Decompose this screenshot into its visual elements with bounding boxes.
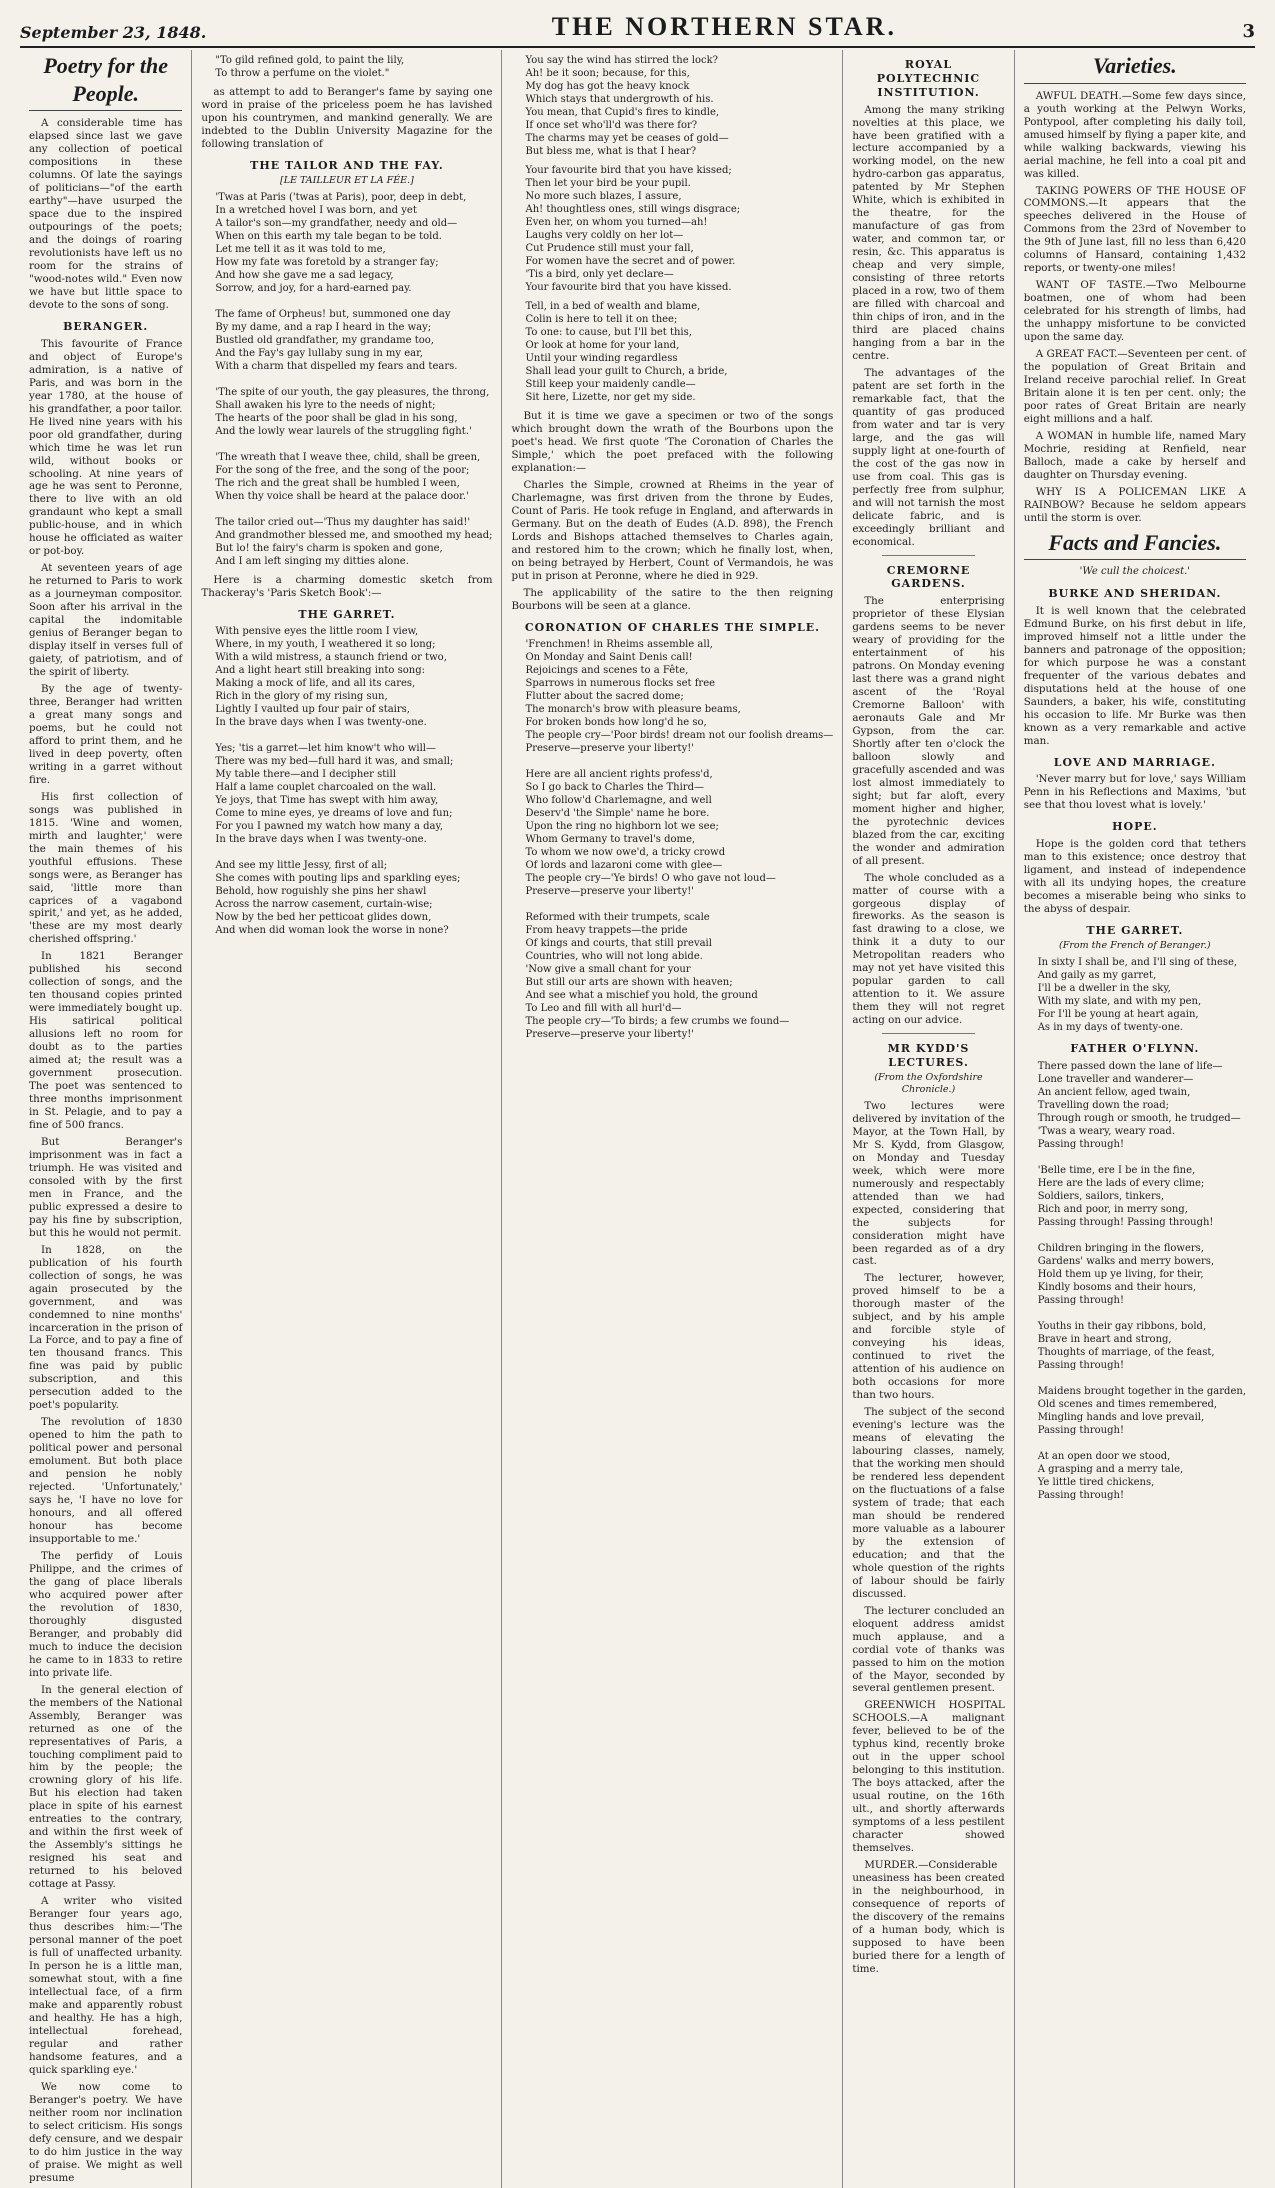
verse-line: Colin is here to tell it on thee; xyxy=(525,314,678,325)
verse-line xyxy=(215,295,492,308)
garret-heading: THE GARRET. xyxy=(298,607,396,621)
verse-line: Passing through! xyxy=(1037,1489,1124,1501)
verse-line: And the lowly wear laurels of the struggling fight.' xyxy=(215,425,472,437)
verse-line: By my dame, and a rap I heard in the way; xyxy=(215,321,432,333)
cremorne-paragraph: The whole concluded as a matter of course with a gorgeous display of fireworks. As the season is fast drawing to a close, we think it a duty to our Metropolitan readers who may not yet have visited this popular garden to call attention to it. We assure them they will not regret acting on our advice. xyxy=(852,871,1005,1027)
verse-line xyxy=(525,898,833,911)
burke-paragraph: It is well known that the celebrated Edmund Burke, on his first debut in life, improved himself not a little under the banners and patronage of the opposition; for which purpose he was a constant frequenter of the various debates and disputations held at the house of one Saunders, a baker, his wife, constituting his occasion to life. Mr Burke was then known as a very remarkable and active man. xyxy=(1023,604,1246,747)
murder-paragraph: MURDER.—Considerable uneasiness has been created in the neighbourhood, in consequence of reports of the discovery of the remains of a human body, which is supposed to have been buried there for a length of time. xyxy=(852,1859,1005,1975)
poetry-heading: Poetry for the People. xyxy=(29,52,182,111)
verse-line: Across the narrow casement, curtain-wise; xyxy=(215,899,433,911)
verse-line: With my slate, and with my pen, xyxy=(1037,995,1202,1007)
facts-motto: 'We cull the choicest.' xyxy=(1079,566,1191,578)
divider xyxy=(882,555,974,556)
verse-line: And I am left singing my ditties alone. xyxy=(215,555,409,567)
verse-block xyxy=(511,54,833,158)
beranger-paragraph: By the age of twenty-three, Beranger had written a great many songs and poems, but he could not afford to print them, and he lived in deep poverty, often writing in a garret without fire. xyxy=(29,683,183,786)
verse-line: Where, in my youth, I weathered it so long; xyxy=(215,639,436,651)
beranger-paragraph: We now come to Beranger's poetry. We have neither room nor inclination to select criticism. His songs defy censure, and we despair to do him justice in the way of praise. We might as well presume xyxy=(29,2080,183,2184)
verse-line: Lone traveller and wanderer— xyxy=(1037,1073,1194,1085)
verse-line: Passing through! xyxy=(1037,1424,1124,1436)
verse-line: Who follow'd Charlemagne, and well xyxy=(525,795,712,807)
verse-line: Children bringing in the flowers, xyxy=(1037,1242,1204,1254)
verse-line: But lo! the fairy's charm is spoken and gone, xyxy=(215,542,443,554)
verse-line: Kindly bosoms and their hours, xyxy=(1037,1281,1197,1293)
verse-line xyxy=(215,373,492,386)
verse-line: With a wild mistress, a staunch friend or two, xyxy=(215,652,447,664)
verse-line: Gardens' walks and merry bowers, xyxy=(1037,1255,1215,1267)
verse-line: Half a lame couplet charcoaled on the wall. xyxy=(215,782,437,794)
kydd-source: (From the Oxfordshire Chronicle.) xyxy=(874,1071,983,1095)
verse-line: Come to mine eyes, ye dreams of love and fun; xyxy=(215,808,453,820)
verse-line: And see what a mischief you hold, the ground xyxy=(525,990,758,1002)
verse-line: Then let your bird be your pupil. xyxy=(525,178,691,189)
column-4 xyxy=(842,50,1013,2188)
variety-item: WANT OF TASTE.—Two Melbourne boatmen, one of whom had been celebrated for his strength of limbs, had the unhappy misfortune to be convicted upon the same day. xyxy=(1023,279,1246,344)
varieties-heading: Varieties. xyxy=(1024,52,1246,84)
beranger-heading: BERANGER. xyxy=(63,319,149,333)
verse-line: Now by the bed her petticoat glides down, xyxy=(215,912,432,924)
verse-line xyxy=(1038,1151,1246,1164)
verse-line: Here are all ancient rights profess'd, xyxy=(525,769,713,781)
verse-line xyxy=(1038,1372,1246,1385)
kydd-paragraph: The lecturer concluded an eloquent address amidst much applause, and a cordial vote of thanks was passed to him on the motion of the Mayor, seconded by several gentlemen present. xyxy=(852,1604,1005,1695)
verse-line: Sit here, Lizette, nor get my side. xyxy=(525,392,696,403)
verse-line: Preserve—preserve your liberty!' xyxy=(525,886,694,898)
verse-line: The fame of Orpheus! but, summoned one day xyxy=(215,308,451,320)
verse-line: The monarch's brow with pleasure beams, xyxy=(525,704,741,716)
variety-item: WHY IS A POLICEMAN LIKE A RAINBOW? Because he seldom appears until the storm is over. xyxy=(1023,485,1246,524)
verse-line: 'The wreath that I weave thee, child, shall be green, xyxy=(215,451,481,463)
polytechnic-paragraph: Among the many striking novelties at this place, we have been gratified with a lecture accompanied by a working model, on the new hydro-carbon gas apparatus, patented by Mr Stephen White, which is exhibited in the theatre, for the manufacture of gas from water, and common tar, or resin, &c. This apparatus is cheap and very simple, consisting of three retorts placed in a row, two of them are filled with charcoal and thin chips of iron, and in the third are placed chains hanging from a bar in the centre. xyxy=(852,103,1005,362)
verse-line: And grandmother blessed me, and smoothed my head; xyxy=(215,529,493,541)
verse-block xyxy=(511,638,833,1041)
verse-line: Deserv'd 'the Simple' name he bore. xyxy=(525,808,710,820)
love-paragraph: 'Never marry but for love,' says William Penn in his Reflections and Maxims, 'but see that thou lovest what is lovely.' xyxy=(1023,773,1246,812)
verse-line xyxy=(215,729,492,742)
polytechnic-heading: ROYAL POLYTECHNIC INSTITUTION. xyxy=(876,58,981,99)
verse-line: She comes with pouting lips and sparkling eyes; xyxy=(215,873,461,885)
verse-line: Making a mock of life, and all its cares, xyxy=(215,678,416,690)
kydd-paragraph: The lecturer, however, proved himself to be a thorough master of the subject, and by his ample and forcible style of conveying his ideas, continued to rivet the attention of his audience on both occasions for more than two hours. xyxy=(852,1272,1005,1402)
verse-block xyxy=(201,625,492,937)
verse-line: In sixty I shall be, and I'll sing of these, xyxy=(1037,956,1238,968)
verse-line: If once set who'll'd was there for? xyxy=(525,120,698,131)
issue-date: September 23, 1848. xyxy=(20,23,207,42)
beranger-paragraph: In 1828, on the publication of his fourth collection of songs, he was again prosecuted by the government, and was condemned to nine months' incarceration in the prison of La Force, and to pay a fine of ten thousand francs. This fine was paid by public subscription, and this persecution added to the poet's popularity. xyxy=(29,1243,183,1412)
verse-line: You mean, that Cupid's fires to kindle, xyxy=(525,107,720,118)
kydd-paragraph: The subject of the second evening's lecture was the means of elevating the labouring classes, namely, that the working men should be rendered less dependent on the fluctuations of a false system of trade; that each man should be rendered more valuable as a labourer by the extension of education; and that the whole question of the rights of labour should be fairly discussed. xyxy=(852,1406,1005,1600)
variety-item: A GREAT FACT.—Seventeen per cent. of the population of Great Britain and Ireland receive parochial relief. In Great Britain alone it is ten per cent. only; the poor rates of Great Britain are nearly eight millions and a half. xyxy=(1023,348,1246,425)
verse-line: When thy voice shall be heard at the palace door.' xyxy=(215,490,469,502)
verse-line: An ancient fellow, aged twain, xyxy=(1037,1086,1191,1098)
beranger-paragraph: This favourite of France and object of Europe's admiration, is a native of Paris, and was born in the year 1780, at the house of his grandfather, a poor tailor. He lived nine years with his poor old grandfather, during which time he was let run wild, without books or schooling. At nine years of age he was sent to Peronne, there to live with an old grandaunt who kept a small public-house, and in which house he officiated as waiter or pot-boy. xyxy=(29,337,183,558)
page-number: 3 xyxy=(1242,21,1255,42)
column-3 xyxy=(501,50,842,2188)
verse-line: Whom Germany to travel's dome, xyxy=(525,834,696,846)
verse-line: Mingling hands and love prevail, xyxy=(1037,1411,1205,1423)
verse-line: The hearts of the poor shall be glad in his song, xyxy=(215,412,458,424)
translation-note: as attempt to add to Beranger's fame by saying one word in praise of the priceless poem he has lavished upon his countrymen, and mankind generally. We are indebted to the Dublin University Magazine for the following translation of xyxy=(201,86,493,150)
verse-line: Of lords and lazaroni come with glee— xyxy=(525,860,723,872)
verse-line: There passed down the lane of life— xyxy=(1037,1060,1223,1072)
greenwich-paragraph: GREENWICH HOSPITAL SCHOOLS.—A malignant fever, believed to be of the typhus kind, recently broke out in the upper school belonging to this institution. The boys attacked, after the usual routine, on the 16th ult., and shortly afterwards symptoms of a less pestilent character showed themselves. xyxy=(852,1699,1005,1855)
verse-block xyxy=(511,300,833,404)
verse-line xyxy=(215,846,492,859)
verse-line: Your favourite bird that you have kissed. xyxy=(525,282,732,293)
verse-line: How my fate was foretold by a stranger fay; xyxy=(215,256,439,268)
verse-line: Laughs very coldly on her lot— xyxy=(525,230,684,241)
verse-line: Which stays that undergrowth of his. xyxy=(525,94,714,105)
verse-line: Ye joys, that Time has swept with him away, xyxy=(215,795,439,807)
verse-line: My table there—and I decipher still xyxy=(215,769,396,781)
verse-line: I'll be a dweller in the sky, xyxy=(1037,982,1171,994)
verse-line: And how she gave me a sad legacy, xyxy=(215,269,394,281)
verse-line: To Leo and fill with all hurl'd— xyxy=(525,1003,682,1015)
verse-line xyxy=(1038,1229,1246,1242)
verse-line: Even her, on whom you turned—ah! xyxy=(525,217,708,228)
verse-line: In a wretched hovel I was born, and yet xyxy=(215,204,417,216)
verse-note: But it is time we gave a specimen or two of the songs which brought down the wrath of the Bourbons upon the poet's head. We first quote 'The Coronation of Charles the Simple,' which the poet prefaced with the following explanation:— xyxy=(511,410,834,474)
verse-line: Here are the lads of every clime; xyxy=(1037,1177,1205,1189)
verse-line: "To gild refined gold, to paint the lily, xyxy=(215,55,405,66)
verse-line xyxy=(1038,1437,1246,1450)
cremorne-paragraph: The enterprising proprietor of these Elysian gardens seems to be never weary of providing for the entertainment of his patrons. On Monday evening last there was a grand night ascent of the 'Royal Cremorne Balloon' with aeronauts Gale and Mr Gypson, from the car. Shortly after ten o'clock the balloon slowly and gracefully ascended and was lost almost immediately to sight; but far aloft, every moment higher and higher, the pyrotechnic devices blazed from the car, exciting the wonder and admiration of all present. xyxy=(852,595,1005,867)
column-2 xyxy=(191,50,501,2188)
verse-line xyxy=(525,755,833,768)
verse-line: For you I pawned my watch how many a day, xyxy=(215,821,444,833)
verse-line: Tell, in a bed of wealth and blame, xyxy=(525,301,701,312)
verse-line xyxy=(215,503,492,516)
verse-line: And the Fay's gay lullaby sung in my ear, xyxy=(215,347,423,359)
verse-line: Rich and poor, in merry song, xyxy=(1037,1203,1188,1215)
garret2-heading: THE GARRET. xyxy=(1086,923,1184,937)
verse-line: Thoughts of marriage, of the feast, xyxy=(1037,1346,1215,1358)
verse-line: In the brave days when I was twenty-one. xyxy=(215,834,427,846)
newspaper-title: THE NORTHERN STAR. xyxy=(551,12,897,41)
garret2-source: (From the French of Beranger.) xyxy=(1059,939,1211,951)
verse-line: For the song of the free, and the song of the poor; xyxy=(215,464,470,476)
verse-line: The rich and the great shall be humbled I ween, xyxy=(215,477,460,489)
father-heading: FATHER O'FLYNN. xyxy=(1070,1041,1200,1055)
verse-line: 'Now give a small chant for your xyxy=(525,964,691,976)
verse-line: Rich in the glory of my rising sun, xyxy=(215,691,388,703)
verse-block xyxy=(1024,1060,1246,1502)
verse-line: Sparrows in numerous flocks set free xyxy=(525,678,716,690)
verse-line xyxy=(215,438,492,451)
verse-block xyxy=(511,164,833,294)
verse-line: For women have the secret and of power. xyxy=(525,256,736,267)
verse-line: Let me tell it as it was told to me, xyxy=(215,243,386,255)
verse-line: Upon the ring no highborn lot we see; xyxy=(525,821,719,833)
cremorne-heading: CREMORNE GARDENS. xyxy=(886,563,971,591)
verse-line: Passing through! Passing through! xyxy=(1037,1216,1214,1228)
beranger-paragraph: The perfidy of Louis Philippe, and the crimes of the gang of place liberals who acquired power after the revolution of 1830, thoroughly disgusted Beranger, and probably did much to induce the decision he came to in 1833 to retire into private life. xyxy=(29,1549,183,1679)
hope-heading: HOPE. xyxy=(1112,820,1158,834)
beranger-paragraph: In the general election of the members of the National Assembly, Beranger was returned as one of the representatives of Paris, a touching compliment paid to him by the people; the crowning glory of his life. But his election had taken place in spite of his earnest entreaties to the contrary, and within the first week of the Assembly's sittings he resigned his seat and returned to his beloved cottage at Passy. xyxy=(29,1683,183,1891)
verse-line: For broken bonds how long'd he so, xyxy=(525,717,707,729)
variety-item: A WOMAN in humble life, named Mary Mochrie, residing at Renfield, near Balloch, made a cake by herself and daughter on Thursday evening. xyxy=(1023,429,1246,481)
variety-item: TAKING POWERS OF THE HOUSE OF COMMONS.—It appears that the speeches delivered in the House of Commons from the 23rd of November to the 9th of June last, fill no less than 6,420 columns of Hansard, containing 1,432 reports, or twenty-one miles! xyxy=(1023,184,1246,275)
verse-line: The people cry—'Ye birds! O who gave not loud— xyxy=(525,873,776,885)
verse-line: With pensive eyes the little room I view, xyxy=(215,626,419,638)
verse-line: Brave in heart and strong, xyxy=(1037,1333,1172,1345)
verse-line: But still our arts are shown with heaven; xyxy=(525,977,733,989)
verse-line: In the brave days when I was twenty-one. xyxy=(215,717,427,729)
verse-line: Passing through! xyxy=(1037,1138,1124,1150)
garret-intro: Here is a charming domestic sketch from Thackeray's 'Paris Sketch Book':— xyxy=(201,573,493,599)
verse-line: On Monday and Saint Denis call! xyxy=(525,652,693,664)
verse-line: Old scenes and times remembered, xyxy=(1037,1398,1218,1410)
poetry-intro: A considerable time has elapsed since last we gave any collection of poetical compositions in these columns. Of late the sayings of politicians—"of the earth earthy"—have usurped the space due to the inspired outpourings of the poets; and the doings of roaring revolutionists have left us no room for the strains of "wood-notes wild." Even now we have but little space to devote to the sons of song. xyxy=(29,117,183,311)
verse-line: Preserve—preserve your liberty!' xyxy=(525,743,694,755)
verse-line: Sorrow, and joy, for a hard-earned pay. xyxy=(215,282,412,294)
facts-fancies-heading: Facts and Fancies. xyxy=(1024,529,1246,561)
verse-line: 'Frenchmen! in Rheims assemble all, xyxy=(525,639,713,651)
verse-line: Youths in their gay ribbons, bold, xyxy=(1037,1320,1207,1332)
verse-line: Or look at home for your land, xyxy=(525,340,680,351)
beranger-paragraph: The revolution of 1830 opened to him the path to political power and personal emolument. But both place and pension he nobly rejected. 'Unfortunately,' says he, 'I have no love for honours, and all offered honour has become insupportable to me.' xyxy=(29,1416,183,1546)
verse-line: Of kings and courts, that still prevail xyxy=(525,938,712,950)
verse-line: Shall awaken his lyre to the needs of night; xyxy=(215,399,436,411)
verse-line: To one: to cause, but I'll bet this, xyxy=(525,327,692,338)
verse-line: Bustled old grandfather, my grandame too, xyxy=(215,334,434,346)
charles-paragraph: The applicability of the satire to the then reigning Bourbons will be seen at a glance. xyxy=(511,586,834,612)
beranger-paragraph: In 1821 Beranger published his second collection of songs, and the ten thousand copies printed were immediately bought up. His satirical political allusions left no room for doubt as to the parties aimed at; the result was a government prosecution. The poet was sentenced to three months imprisonment in St. Pelagie, and to pay a fine of 500 francs. xyxy=(29,950,183,1131)
verse-line: Hold them up ye living, for their, xyxy=(1037,1268,1204,1280)
hope-paragraph: Hope is the golden cord that tethers man to this existence; once destroy that ligament, and instead of independence with all its undying hopes, the creature becomes a miserable being who sinks to the abyss of despair. xyxy=(1023,838,1246,916)
verse-line: And gaily as my garret, xyxy=(1037,969,1157,981)
masthead xyxy=(20,8,1255,48)
kydd-paragraph: Two lectures were delivered by invitation of the Mayor, at the Town Hall, by Mr S. Kydd, from Glasgow, on Monday and Tuesday week, which were more numerously and respectably attended than we had expected, considering that the subjects for consideration might have been regarded as of a dry cast. xyxy=(852,1099,1005,1268)
verse-line: Flutter about the sacred dome; xyxy=(525,691,684,703)
variety-item: AWFUL DEATH.—Some few days since, a youth working at the Pelwyn Works, Pontypool, after completing his daily toil, amused himself by flying a paper kite, and while walking backwards, viewing his aerial machine, he fell into a coal pit and was killed. xyxy=(1023,89,1246,180)
verse-line xyxy=(1038,1307,1246,1320)
verse-line: Ye little tired chickens, xyxy=(1037,1476,1155,1488)
verse-line: For I'll be young at heart again, xyxy=(1037,1008,1199,1020)
verse-line: Passing through! xyxy=(1037,1359,1124,1371)
verse-line: A tailor's son—my grandfather, needy and old— xyxy=(215,217,458,229)
verse-line: From heavy trappets—the pride xyxy=(525,925,688,937)
verse-line: The people cry—'To birds; a few crumbs we found— xyxy=(525,1016,790,1028)
column-5 xyxy=(1014,50,1255,2188)
verse-line: And see my little Jessy, first of all; xyxy=(215,860,388,872)
burke-heading: BURKE AND SHERIDAN. xyxy=(1048,587,1222,601)
charles-note: Charles the Simple, crowned at Rheims in the year of Charlemagne, was first driven from the throne by Eudes, Count of Paris. He took refuge in England, and afterwards in Germany. But on the death of Eudes (A.D. 898), the French Lords and Bishops attached themselves to Charles again, and restored him to the crown; which he finally lost, when, on being betrayed by Herbert, Count of Vermandois, he was put in prison at Peronne, where he died in 929. xyxy=(511,478,834,582)
verse-line: 'Twas a weary, weary road. xyxy=(1037,1125,1176,1137)
verse-block xyxy=(1024,956,1246,1034)
verse-line: To whom we now owe'd, a tricky crowd xyxy=(525,847,726,859)
verse-line: Rejoicings and scenes to a Fête, xyxy=(525,665,689,677)
verse-line: Through rough or smooth, he trudged— xyxy=(1037,1112,1241,1124)
verse-line: The tailor cried out—'Thus my daughter has said!' xyxy=(215,516,471,528)
verse-line: At an open door we stood, xyxy=(1037,1450,1171,1462)
verse-line: Still keep your maidenly candle— xyxy=(525,379,696,390)
verse-line: And a light heart still breaking into song: xyxy=(215,665,425,677)
verse-block xyxy=(201,191,492,568)
beranger-paragraph: His first collection of songs was published in 1815. 'Wine and women, mirth and laughter,' were the main themes of his youthful effusions. These songs were, as Beranger has said, 'little more than caprices of a vagabond spirit,' and yet, as he added, 'these are my most dearly cherished offspring.' xyxy=(29,790,183,946)
verse-line: Lightly I vaulted up four pair of stairs, xyxy=(215,704,410,716)
beranger-paragraph: At seventeen years of age he returned to Paris to work as a journeyman compositor. Soon after his arrival in the capital the indomitable genius of Beranger began to display itself in verses full of gaiety, of patriotism, and of the spirit of liberty. xyxy=(29,562,183,679)
verse-line: The people cry—'Poor birds! dream not our foolish dreams— xyxy=(525,730,834,742)
beranger-paragraph: A writer who visited Beranger four years ago, thus describes him:—'The personal manner of the poet is full of unaffected urbanity. In person he is a little man, somewhat stout, with a fine intellectual face, of a firm make and apparently robust and healthy. He has a high, intellectual forehead, regular and rather handsome features, and a quick sparkling eye.' xyxy=(29,1895,183,2076)
verse-line: Soldiers, sailors, tinkers, xyxy=(1037,1190,1165,1202)
tailor-fay-heading: THE TAILOR AND THE FAY. xyxy=(250,158,444,172)
verse-line: To throw a perfume on the violet." xyxy=(215,68,390,79)
verse-line: Behold, how roguishly she pins her shawl xyxy=(215,886,427,898)
tailor-fay-subheading: [LE TAILLEUR ET LA FÉE.] xyxy=(280,174,414,186)
newspaper-columns xyxy=(20,50,1255,2184)
verse-line: You say the wind has stirred the lock? xyxy=(525,55,719,66)
verse-line: The charms may yet be ceases of gold— xyxy=(525,133,729,144)
polytechnic-paragraph: The advantages of the patent are set forth in the remarkable fact, that the quantity of gas produced from water and tar is very large, and the gas will supply light at one-fourth of the cost of the gas now in use from coal. This gas is perfectly free from sulphur, and will not tarnish the most delicate fabric, and is exceedingly brilliant and economical. xyxy=(852,366,1005,548)
verse-line: When on this earth my tale began to be told. xyxy=(215,230,442,242)
verse-line: But bless me, what is that I hear? xyxy=(525,146,697,157)
divider xyxy=(882,1033,974,1034)
verse-line: 'Twas at Paris ('twas at Paris), poor, deep in debt, xyxy=(215,191,467,203)
verse-line: 'Belle time, ere I be in the fine, xyxy=(1037,1164,1196,1176)
verse-line: Travelling down the road; xyxy=(1037,1099,1169,1111)
verse-line: My dog has got the heavy knock xyxy=(525,81,690,92)
coronation-heading: CORONATION OF CHARLES THE SIMPLE. xyxy=(524,620,820,634)
verse-line: 'Tis a bird, only yet declare— xyxy=(525,269,674,280)
verse-block xyxy=(201,54,492,80)
verse-line: Yes; 'tis a garret—let him know't who will— xyxy=(215,743,436,755)
love-heading: LOVE AND MARRIAGE. xyxy=(1053,755,1216,769)
verse-line: With a charm that dispelled my fears and tears. xyxy=(215,360,458,372)
verse-line: So I go back to Charles the Third— xyxy=(525,782,704,794)
verse-line: Reformed with their trumpets, scale xyxy=(525,912,710,924)
verse-line: And when did woman look the worse in none? xyxy=(215,925,449,937)
verse-line: No more such blazes, I assure, xyxy=(525,191,682,202)
verse-line: A grasping and a merry tale, xyxy=(1037,1463,1184,1475)
kydd-heading: MR KYDD'S LECTURES. xyxy=(887,1042,970,1070)
verse-line: There was my bed—full hard it was, and small; xyxy=(215,756,454,768)
verse-line: Countries, who will not long abide. xyxy=(525,951,703,963)
verse-line: Shall lead your guilt to Church, a bride, xyxy=(525,366,728,377)
verse-line: Ah! thoughtless ones, still wings disgrace; xyxy=(525,204,741,215)
verse-line: Cut Prudence still must your fall, xyxy=(525,243,694,254)
verse-line: As in my days of twenty-one. xyxy=(1037,1021,1184,1033)
beranger-paragraph: But Beranger's imprisonment was in fact a triumph. He was visited and consoled with by the first men in France, and the public expressed a desire to pay his fine by subscription, but this he would not permit. xyxy=(29,1135,183,1239)
verse-line: Passing through! xyxy=(1037,1294,1124,1306)
verse-line: Your favourite bird that you have kissed; xyxy=(525,165,732,176)
verse-line: Ah! be it soon; because, for this, xyxy=(525,68,690,79)
column-1 xyxy=(20,50,191,2188)
verse-line: Maidens brought together in the garden, xyxy=(1037,1385,1246,1397)
verse-line: Until your winding regardless xyxy=(525,353,678,364)
verse-line: 'The spite of our youth, the gay pleasures, the throng, xyxy=(215,386,490,398)
verse-line: Preserve—preserve your liberty!' xyxy=(525,1029,694,1041)
